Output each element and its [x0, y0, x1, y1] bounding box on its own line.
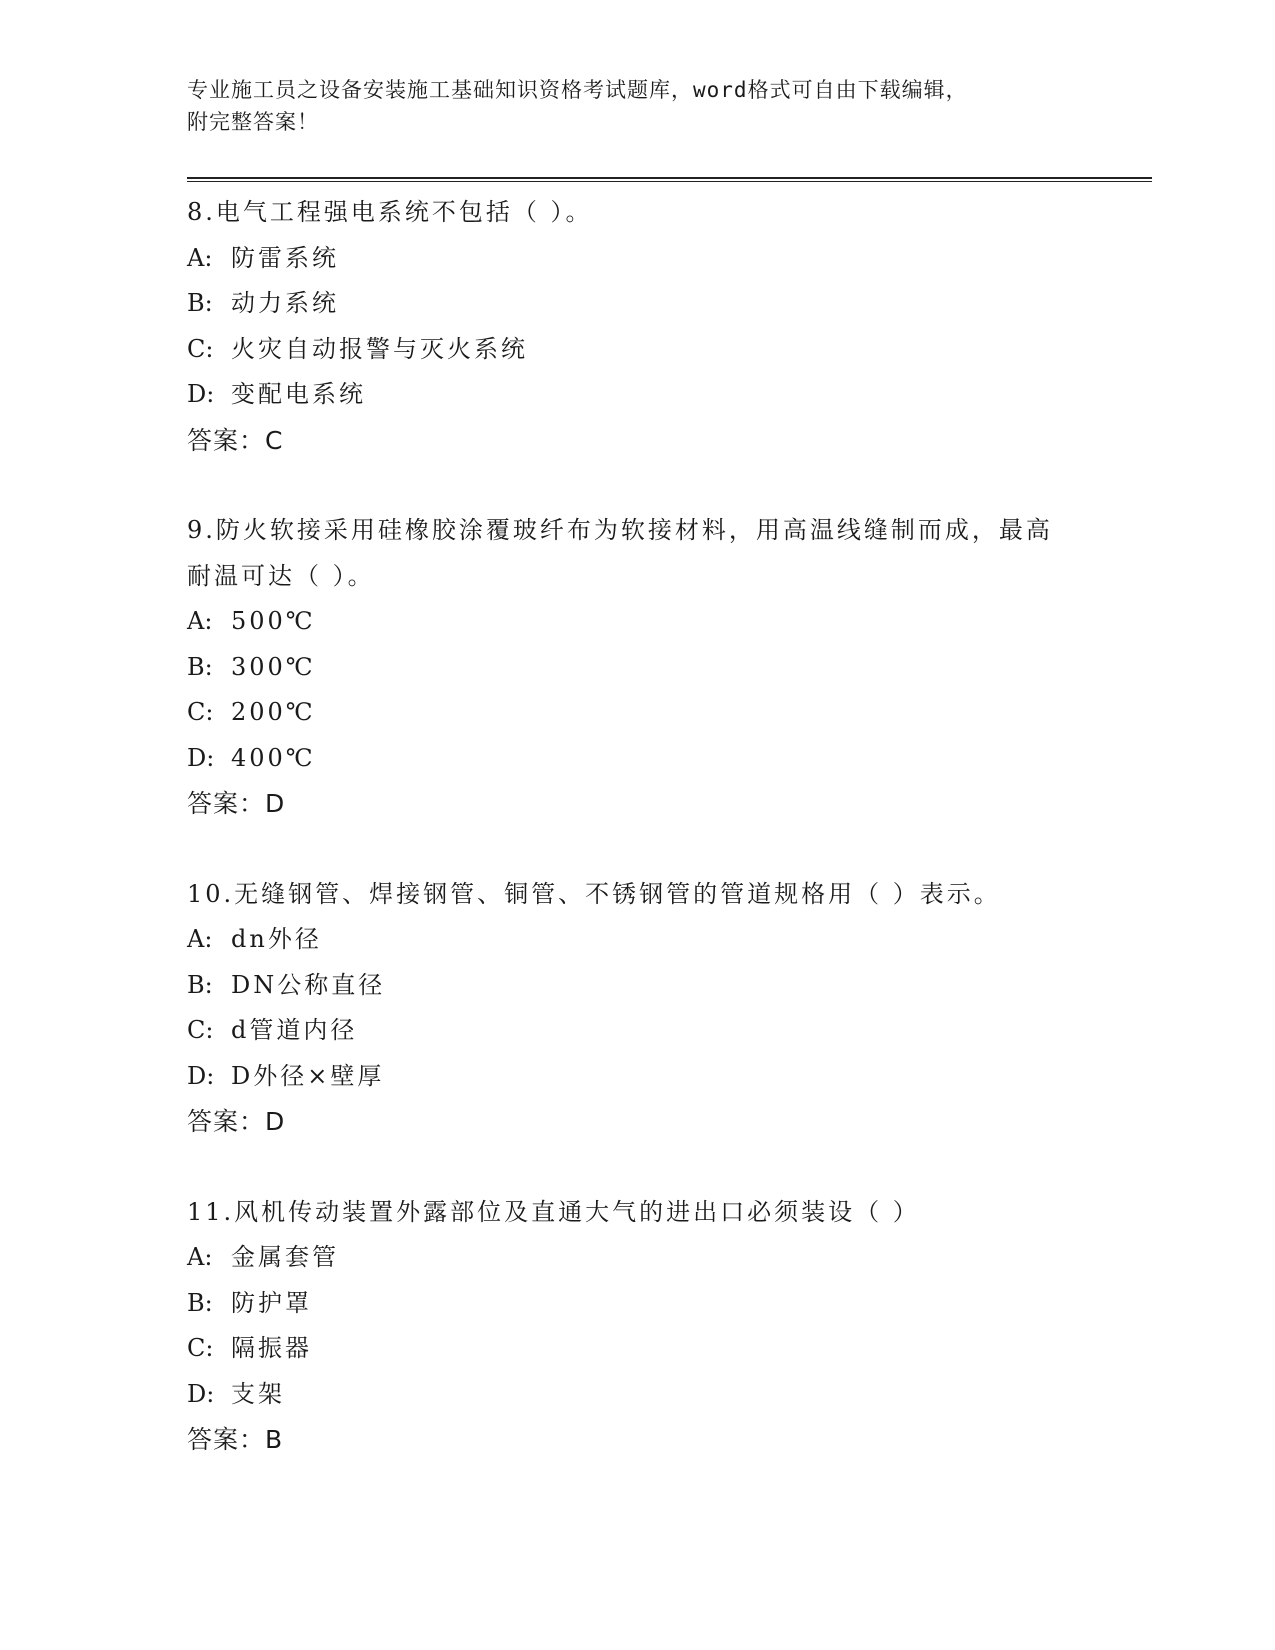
header-line-1: 专业施工员之设备安装施工基础知识资格考试题库，word格式可自由下载编辑，: [187, 78, 968, 102]
option-letter: B:: [187, 1288, 213, 1317]
question-stem: 10.无缝钢管、焊接钢管、铜管、不锈钢管的管道规格用（ ）表示。: [187, 879, 1001, 908]
option-a: [187, 599, 1147, 645]
option-text: d管道内径: [231, 1016, 358, 1044]
option-d: [187, 1054, 1147, 1100]
option-letter: A:: [187, 607, 213, 635]
option-text: 防雷系统: [231, 243, 339, 272]
option-a: [187, 236, 1147, 282]
header-divider: [187, 177, 1152, 182]
option-letter: C:: [187, 1016, 214, 1044]
option-letter: B:: [187, 970, 213, 999]
option-letter: D:: [187, 743, 215, 772]
option-letter: D:: [187, 1061, 215, 1090]
option-d: [187, 736, 1147, 782]
option-c: [187, 1008, 1147, 1054]
answer-line: 答案：D: [187, 789, 286, 818]
question-stem: 8.电气工程强电系统不包括（ ）。: [187, 198, 593, 226]
option-text: D外径×壁厚: [231, 1061, 385, 1090]
question-10: [187, 872, 1147, 1145]
option-letter: A:: [187, 1243, 213, 1271]
option-text: 300℃: [231, 652, 316, 681]
option-a: [187, 917, 1147, 963]
option-text: 动力系统: [231, 289, 339, 317]
option-text: 500℃: [231, 607, 316, 635]
option-letter: C:: [187, 698, 214, 726]
option-letter: D:: [187, 1379, 215, 1408]
option-c: [187, 1326, 1147, 1372]
document-header: [187, 74, 1087, 138]
answer-line: 答案：D: [187, 1107, 286, 1136]
option-text: 支架: [231, 1379, 285, 1408]
option-b: [187, 281, 1147, 327]
question-stem: 11.风机传动装置外露部位及直通大气的进出口必须装设（ ）: [187, 1197, 920, 1226]
option-text: 火灾自动报警与灭火系统: [231, 334, 528, 363]
option-letter: A:: [187, 243, 213, 272]
question-9: [187, 508, 1147, 827]
option-d: [187, 1372, 1147, 1418]
option-a: [187, 1235, 1147, 1281]
question-stem: 9.防火软接采用硅橡胶涂覆玻纤布为软接材料，用高温线缝制而成，最高耐温可达（ ）。: [187, 516, 1053, 590]
answer-line: 答案：B: [187, 1425, 284, 1454]
question-8: [187, 190, 1147, 463]
option-text: 金属套管: [231, 1243, 339, 1271]
header-line-2: 附完整答案！: [187, 110, 319, 134]
option-letter: B:: [187, 652, 213, 681]
option-text: 防护罩: [231, 1288, 312, 1317]
option-letter: D:: [187, 380, 215, 408]
option-text: DN公称直径: [231, 970, 386, 999]
option-c: [187, 690, 1147, 736]
option-text: 变配电系统: [231, 380, 366, 408]
option-b: [187, 1281, 1147, 1327]
option-letter: C:: [187, 1334, 214, 1362]
option-d: [187, 372, 1147, 418]
option-c: [187, 327, 1147, 373]
question-11: [187, 1190, 1147, 1463]
answer-line: 答案：C: [187, 425, 284, 455]
option-text: 400℃: [231, 743, 316, 772]
option-text: 200℃: [231, 698, 316, 726]
option-letter: C:: [187, 334, 214, 363]
option-b: [187, 645, 1147, 691]
option-letter: A:: [187, 925, 213, 953]
question-list: [187, 190, 1147, 1508]
option-b: [187, 963, 1147, 1009]
option-letter: B:: [187, 289, 213, 317]
option-text: dn外径: [231, 925, 322, 953]
option-text: 隔振器: [231, 1334, 312, 1362]
